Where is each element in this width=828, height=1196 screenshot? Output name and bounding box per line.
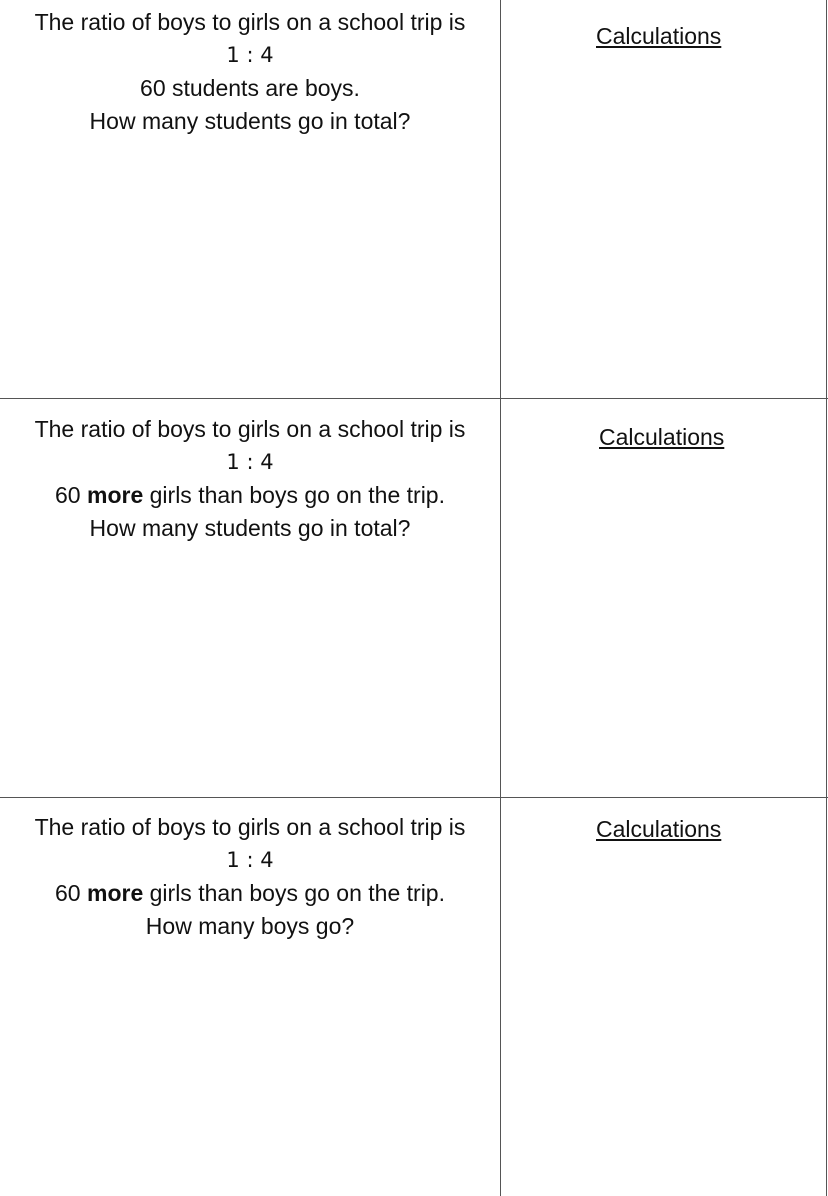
calculations-label: Calculations [596, 816, 722, 842]
fact-emphasis: more [87, 880, 144, 906]
question-fact [0, 479, 500, 512]
ratio-value: 1 : 4 [226, 450, 274, 474]
question-intro: The ratio of boys to girls on a school trip is [34, 814, 466, 840]
fact-text-end: girls than boys go on the trip. [143, 482, 445, 508]
ratio-value: 1 : 4 [226, 43, 274, 67]
question-prompt: How many boys go? [145, 913, 355, 939]
question-prompt: How many students go in total? [89, 515, 411, 541]
ratio-value: 1 : 4 [226, 848, 274, 872]
question-fact [0, 72, 500, 105]
question-text-2 [0, 413, 500, 545]
question-intro: The ratio of boys to girls on a school trip is [34, 9, 466, 35]
question-fact [0, 877, 500, 910]
fact-text: 60 [55, 482, 87, 508]
question-text [0, 6, 500, 138]
question-card-1 [0, 0, 828, 399]
question-prompt: How many students go in total? [89, 108, 411, 134]
fact-text-end: girls than boys go on the trip. [143, 880, 445, 906]
fact-text: 60 students are boys. [140, 75, 360, 101]
fact-emphasis: more [87, 482, 144, 508]
question-text-3 [0, 811, 500, 943]
calculations-label: Calculations [599, 424, 725, 450]
fact-text: 60 [55, 880, 87, 906]
calculations-label: Calculations [596, 23, 722, 49]
question-intro: The ratio of boys to girls on a school trip is [34, 416, 466, 442]
